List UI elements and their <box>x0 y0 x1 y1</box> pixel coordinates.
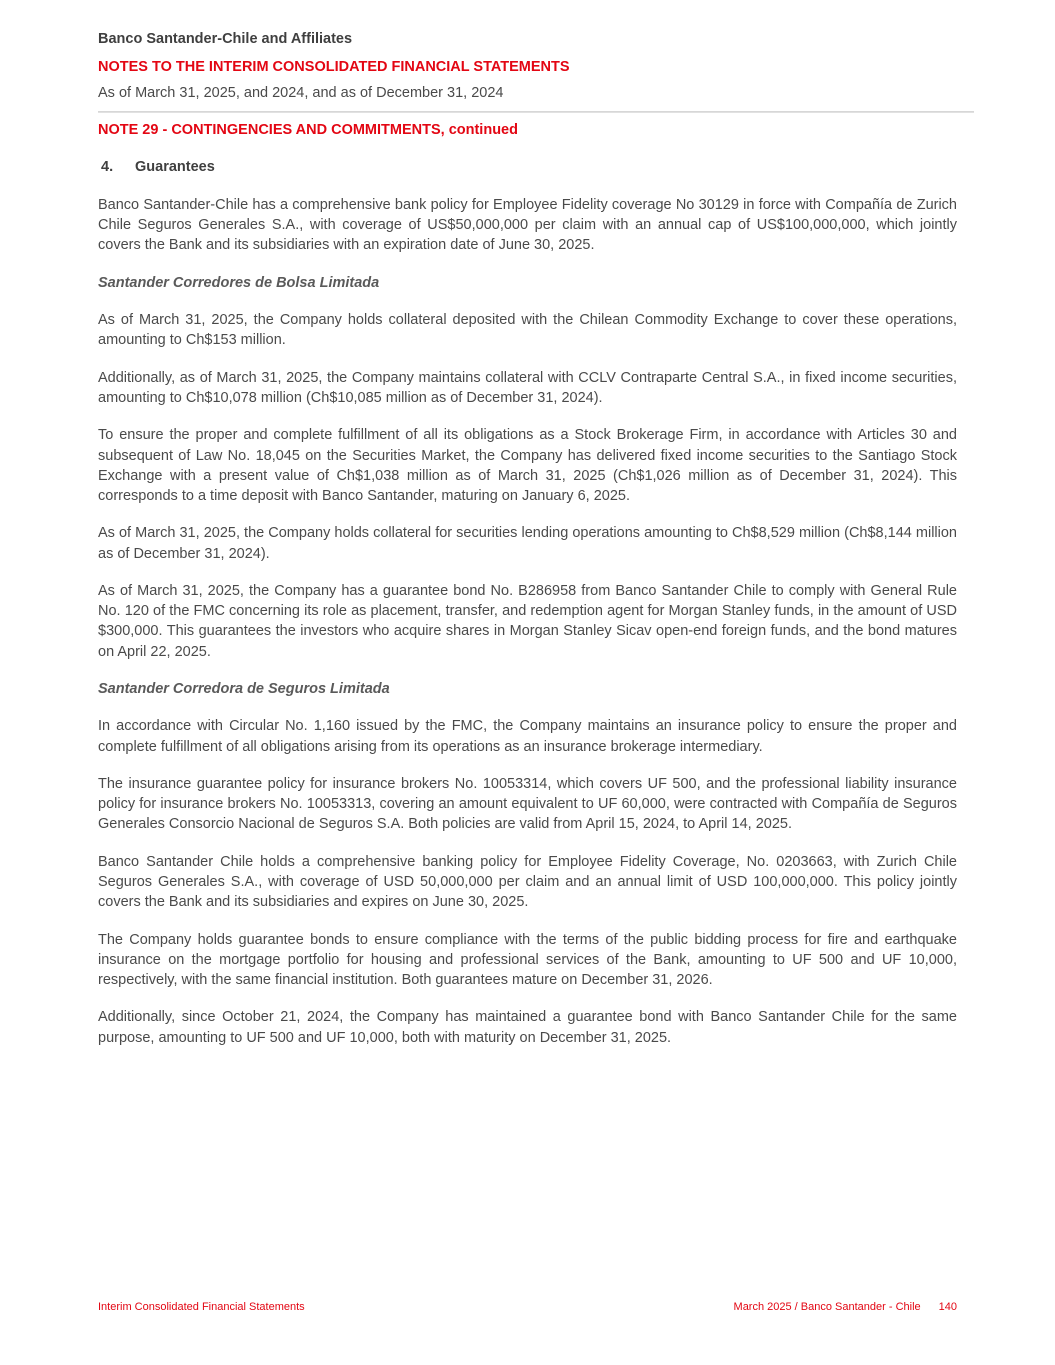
paragraph-commodity-exchange-collateral: As of March 31, 2025, the Company holds collateral deposited with the Chilean Commodity Exchange to cover these operations, amounting to Ch$153 million. <box>98 312 957 349</box>
section-heading <box>101 159 215 175</box>
header-divider <box>98 111 974 113</box>
note-heading: NOTE 29 - CONTINGENCIES AND COMMITMENTS, continued <box>98 122 518 138</box>
paragraph-public-bidding-bonds: The Company holds guarantee bonds to ensure compliance with the terms of the public bidding process for fire and earthquake insurance on the mortgage portfolio for housing and professional services of the Bank, amounting to UF 500 and UF 10,000, respectively, with the same financial institution. Both guarantees mature on December 31, 2026. <box>98 931 957 988</box>
subheading-corredores-de-bolsa: Santander Corredores de Bolsa Limitada <box>98 274 380 291</box>
note-body <box>98 195 957 1065</box>
paragraph-circular-1160: In accordance with Circular No. 1,160 issued by the FMC, the Company maintains an insurance policy to ensure the proper and complete fulfillment of all obligations arising from its operations as an insurance brokerage intermediary. <box>98 718 957 755</box>
notes-title: NOTES TO THE INTERIM CONSOLIDATED FINANCIAL STATEMENTS <box>98 59 570 75</box>
footer-edition: March 2025 / Banco Santander - Chile <box>733 1301 921 1313</box>
paragraph-securities-lending: As of March 31, 2025, the Company holds collateral for securities lending operations amounting to Ch$8,529 million (Ch$8,144 million as of December 31, 2024). <box>98 525 957 562</box>
paragraph-additional-guarantee-bond: Additionally, since October 21, 2024, the Company has maintained a guarantee bond with Banco Santander Chile for the same purpose, amounting to UF 500 and UF 10,000, both with maturity on December 31, 2025. <box>98 1009 957 1046</box>
paragraph-insurance-guarantee-policy: The insurance guarantee policy for insurance brokers No. 10053314, which covers UF 500, and the professional liability insurance policy for insurance brokers No. 10053313, covering an amount equivalent to UF 60,000, were contracted with Compañía de Seguros Generales Consorcio Nacional de Seguros S.A. Both policies are valid from April 15, 2024, to April 14, 2025. <box>98 775 957 833</box>
company-name: Banco Santander-Chile and Affiliates <box>98 31 353 47</box>
paragraph-employee-fidelity-coverage: Banco Santander Chile holds a comprehensive banking policy for Employee Fidelity Coverage, No. 0203663, with Zurich Chile Seguros Generales S.A., with coverage of USD 50,000,000 per claim and an annual limit of USD 100,000,000. This policy jointly covers the Bank and its subsidiaries and expires on June 30, 2025. <box>98 853 957 911</box>
paragraph-stock-exchange-securities: To ensure the proper and complete fulfillment of all its obligations as a Stock Brokerage Firm, in accordance with Articles 30 and subsequent of Law No. 18,045 on the Securities Market, the Company has delivered fixed income securities to the Santiago Stock Exchange with a present value of Ch$1,038 million as of March 31, 2025 (Ch$1,026 million as of December 31, 2024). This corresponds to a time deposit with Banco Santander, maturing on January 6, 2025. <box>98 427 957 504</box>
subheading-corredora-de-seguros: Santander Corredora de Seguros Limitada <box>98 680 390 697</box>
page-number: 140 <box>938 1301 957 1313</box>
reporting-period: As of March 31, 2025, and 2024, and as of December 31, 2024 <box>98 85 504 101</box>
footer-publication <box>734 1301 957 1313</box>
paragraph-morgan-stanley-bond: As of March 31, 2025, the Company has a guarantee bond No. B286958 from Banco Santander Chile to comply with General Rule No. 120 of the FMC concerning its role as placement, transfer, and redemption agent for Morgan Stanley funds, in the amount of USD $300,000. This guarantees the investors who acquire shares in Morgan Stanley Sicav open-end foreign funds, and the bond matures on April 22, 2025. <box>98 582 957 660</box>
section-number: 4. <box>101 159 114 175</box>
section-title: Guarantees <box>135 159 215 175</box>
footer-document-title: Interim Consolidated Financial Statements <box>98 1301 305 1313</box>
paragraph-bank-fidelity-policy: Banco Santander-Chile has a comprehensive bank policy for Employee Fidelity coverage No 30129 in force with Compañía de Zurich Chile Seguros Generales S.A., with coverage of US$50,000,000 per claim with an annual cap of US$100,000,000, which jointly covers the Bank and its subsidiaries with an expiration date of June 30, 2025. <box>98 197 957 254</box>
paragraph-cclv-collateral: Additionally, as of March 31, 2025, the Company maintains collateral with CCLV Contraparte Central S.A., in fixed income securities, amounting to Ch$10,078 million (Ch$10,085 million as of December 31, 2024). <box>98 369 957 406</box>
